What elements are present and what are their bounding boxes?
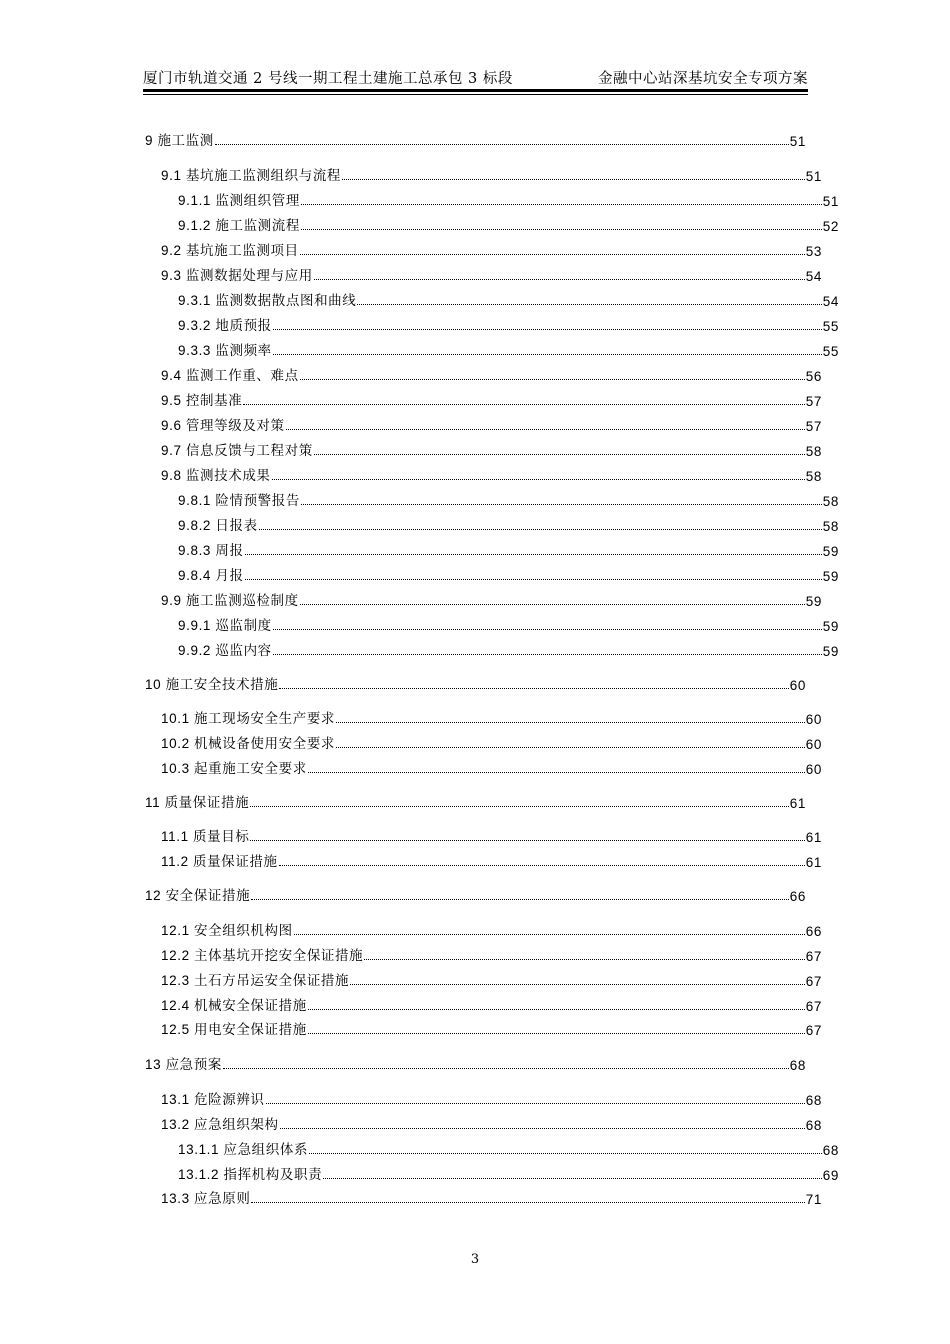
toc-entry-title: 9.5 控制基准 — [161, 393, 243, 408]
toc-entry[interactable] — [145, 414, 822, 434]
toc-entry[interactable] — [145, 389, 822, 409]
toc-leader-dots — [300, 604, 805, 605]
toc-entry-title: 9.8.2 日报表 — [178, 518, 258, 533]
toc-leader-dots — [286, 429, 805, 430]
toc-entry-title: 9.3.1 监测数据散点图和曲线 — [178, 293, 357, 308]
toc-entry-page: 68 — [822, 1143, 839, 1158]
toc-entry-page: 57 — [805, 394, 822, 409]
toc-leader-dots — [308, 772, 805, 773]
toc-entry[interactable] — [145, 1113, 822, 1133]
toc-entry-title: 9.7 信息反馈与工程对策 — [161, 443, 313, 458]
toc-entry[interactable] — [145, 314, 839, 334]
toc-entry[interactable] — [145, 1053, 806, 1073]
toc-entry-page: 66 — [805, 924, 822, 939]
toc-entry-title: 11 质量保证措施 — [145, 795, 250, 810]
toc-entry-title: 12.3 土石方吊运安全保证措施 — [161, 973, 350, 988]
toc-entry[interactable] — [145, 884, 806, 904]
toc-leader-dots — [273, 354, 822, 355]
header-project-title: 厦门市轨道交通 2 号线一期工程土建施工总承包 3 标段 — [143, 71, 513, 87]
toc-entry-page: 60 — [805, 762, 822, 777]
page-header — [143, 64, 808, 88]
toc-entry-page: 59 — [822, 619, 839, 634]
toc-leader-dots — [243, 404, 804, 405]
toc-leader-dots — [300, 379, 805, 380]
toc-entry-page: 53 — [805, 244, 822, 259]
toc-entry-page: 58 — [805, 444, 822, 459]
toc-entry[interactable] — [145, 339, 839, 359]
toc-leader-dots — [223, 1068, 789, 1069]
toc-leader-dots — [323, 1178, 822, 1179]
toc-leader-dots — [336, 722, 805, 723]
toc-entry-title: 13.1.1 应急组织体系 — [178, 1142, 309, 1157]
toc-entry-page: 66 — [789, 889, 806, 904]
header-rule-thick — [143, 89, 808, 92]
toc-entry[interactable] — [145, 289, 839, 309]
toc-entry-title: 13 应急预案 — [145, 1057, 222, 1072]
toc-entry[interactable] — [145, 994, 822, 1014]
toc-entry-page: 60 — [789, 678, 806, 693]
toc-entry[interactable] — [145, 539, 839, 559]
toc-leader-dots — [250, 806, 789, 807]
toc-entry-title: 9.4 监测工作重、难点 — [161, 368, 299, 383]
toc-leader-dots — [308, 1009, 805, 1010]
toc-entry[interactable] — [145, 707, 822, 727]
toc-leader-dots — [251, 1202, 804, 1203]
toc-leader-dots — [301, 504, 822, 505]
toc-leader-dots — [364, 959, 805, 960]
toc-entry-page: 68 — [805, 1093, 822, 1108]
toc-entry[interactable] — [145, 757, 822, 777]
toc-entry[interactable] — [145, 1163, 839, 1183]
toc-entry-title: 9.1.1 监测组织管理 — [178, 193, 300, 208]
toc-entry-title: 13.3 应急原则 — [161, 1191, 251, 1206]
toc-entry-page: 58 — [805, 469, 822, 484]
toc-leader-dots — [250, 840, 804, 841]
toc-entry[interactable] — [145, 489, 839, 509]
toc-leader-dots — [314, 454, 805, 455]
toc-leader-dots — [308, 1033, 805, 1034]
toc-entry-page: 68 — [789, 1058, 806, 1073]
toc-leader-dots — [314, 279, 805, 280]
toc-entry-page: 52 — [822, 219, 839, 234]
toc-entry-title: 9.9.2 巡监内容 — [178, 643, 272, 658]
toc-entry-title: 10.3 起重施工安全要求 — [161, 761, 307, 776]
toc-entry-title: 10.2 机械设备使用安全要求 — [161, 736, 336, 751]
toc-entry-title: 9.3.3 监测频率 — [178, 343, 272, 358]
toc-leader-dots — [273, 629, 822, 630]
toc-entry-page: 67 — [805, 1023, 822, 1038]
toc-entry[interactable] — [145, 589, 822, 609]
toc-entry[interactable] — [145, 1187, 822, 1207]
toc-entry[interactable] — [145, 919, 822, 939]
toc-leader-dots — [266, 1103, 805, 1104]
toc-entry[interactable] — [145, 1018, 822, 1038]
toc-entry-page: 71 — [805, 1192, 822, 1207]
toc-entry-title: 9.6 管理等级及对策 — [161, 418, 285, 433]
toc-entry-title: 12.2 主体基坑开挖安全保证措施 — [161, 948, 364, 963]
toc-leader-dots — [279, 688, 788, 689]
toc-leader-dots — [215, 144, 789, 145]
toc-entry[interactable] — [145, 464, 822, 484]
toc-entry-page: 69 — [822, 1168, 839, 1183]
toc-entry-page: 59 — [822, 644, 839, 659]
toc-leader-dots — [272, 479, 805, 480]
toc-entry-page: 54 — [822, 294, 839, 309]
toc-leader-dots — [357, 304, 821, 305]
toc-entry-title: 9.1.2 施工监测流程 — [178, 218, 300, 233]
toc-entry[interactable] — [145, 214, 839, 234]
toc-entry-title: 10 施工安全技术措施 — [145, 677, 279, 692]
toc-entry[interactable] — [145, 614, 839, 634]
toc-entry-title: 9.8.3 周报 — [178, 543, 244, 558]
toc-leader-dots — [300, 254, 805, 255]
toc-leader-dots — [350, 984, 805, 985]
toc-entry-page: 55 — [822, 319, 839, 334]
toc-entry[interactable] — [145, 825, 822, 845]
toc-entry-page: 56 — [805, 369, 822, 384]
toc-leader-dots — [309, 1153, 822, 1154]
toc-entry-title: 9.3.2 地质预报 — [178, 318, 272, 333]
header-rule-thin — [143, 94, 808, 95]
toc-entry-page: 51 — [789, 134, 806, 149]
toc-entry[interactable] — [145, 1088, 822, 1108]
toc-entry-page: 67 — [805, 974, 822, 989]
toc-entry-page: 61 — [805, 855, 822, 870]
toc-entry[interactable] — [145, 514, 839, 534]
toc-entry[interactable] — [145, 969, 822, 989]
toc-entry-page: 60 — [805, 737, 822, 752]
toc-entry[interactable] — [145, 564, 839, 584]
toc-entry-title: 9.9.1 巡监制度 — [178, 618, 272, 633]
toc-entry-page: 60 — [805, 712, 822, 727]
toc-entry-title: 12.1 安全组织机构图 — [161, 923, 293, 938]
toc-entry-page: 67 — [805, 949, 822, 964]
toc-entry-page: 51 — [805, 169, 822, 184]
toc-entry-title: 9.2 基坑施工监测项目 — [161, 243, 299, 258]
toc-leader-dots — [273, 329, 822, 330]
toc-entry-page: 59 — [805, 594, 822, 609]
toc-entry[interactable] — [145, 164, 822, 184]
toc-entry[interactable] — [145, 239, 822, 259]
toc-entry-page: 68 — [805, 1118, 822, 1133]
toc-entry-title: 13.1 危险源辨识 — [161, 1092, 265, 1107]
toc-entry-title: 13.2 应急组织架构 — [161, 1117, 279, 1132]
toc-entry-title: 9.8.1 险情预警报告 — [178, 493, 300, 508]
toc-entry-title: 11.1 质量目标 — [161, 829, 250, 844]
toc-leader-dots — [301, 204, 822, 205]
toc-entry[interactable] — [145, 673, 806, 693]
toc-entry-title: 9 施工监测 — [145, 133, 214, 148]
toc-entry-title: 9.8.4 月报 — [178, 568, 244, 583]
toc-entry-title: 12.5 用电安全保证措施 — [161, 1022, 307, 1037]
toc-entry[interactable] — [145, 850, 822, 870]
toc-entry-title: 11.2 质量保证措施 — [161, 854, 278, 869]
toc-entry-title: 10.1 施工现场安全生产要求 — [161, 711, 336, 726]
toc-entry-page: 51 — [822, 194, 839, 209]
toc-entry[interactable] — [145, 732, 822, 752]
toc-entry-page: 67 — [805, 999, 822, 1014]
toc-entry-page: 58 — [822, 519, 839, 534]
toc-entry-title: 9.9 施工监测巡检制度 — [161, 593, 299, 608]
toc-entry-page: 61 — [789, 796, 806, 811]
toc-entry-page: 58 — [822, 494, 839, 509]
toc-leader-dots — [294, 934, 805, 935]
toc-entry[interactable] — [145, 364, 822, 384]
toc-leader-dots — [279, 865, 805, 866]
header-document-title: 金融中心站深基坑安全专项方案 — [598, 71, 808, 87]
toc-leader-dots — [245, 554, 822, 555]
toc-entry[interactable] — [145, 129, 806, 149]
toc-leader-dots — [251, 899, 789, 900]
toc-entry-title: 9.1 基坑施工监测组织与流程 — [161, 168, 342, 183]
page-number: 3 — [470, 1252, 480, 1267]
toc-entry-title: 12 安全保证措施 — [145, 888, 251, 903]
toc-entry-title: 13.1.2 指挥机构及职责 — [178, 1167, 323, 1182]
toc-leader-dots — [259, 529, 822, 530]
toc-entry-page: 54 — [805, 269, 822, 284]
toc-leader-dots — [301, 229, 822, 230]
toc-leader-dots — [280, 1128, 805, 1129]
toc-leader-dots — [336, 747, 805, 748]
toc-entry[interactable] — [145, 1138, 839, 1158]
toc-entry-page: 55 — [822, 344, 839, 359]
toc-entry[interactable] — [145, 639, 839, 659]
toc-entry-page: 57 — [805, 419, 822, 434]
toc-leader-dots — [245, 579, 822, 580]
toc-entry[interactable] — [145, 264, 822, 284]
toc-leader-dots — [342, 179, 805, 180]
toc-entry-title: 12.4 机械安全保证措施 — [161, 998, 307, 1013]
toc-entry[interactable] — [145, 189, 839, 209]
toc-entry[interactable] — [145, 944, 822, 964]
toc-entry-title: 9.3 监测数据处理与应用 — [161, 268, 313, 283]
toc-entry-page: 59 — [822, 544, 839, 559]
toc-entry-page: 61 — [805, 830, 822, 845]
toc-entry[interactable] — [145, 439, 822, 459]
toc-entry-page: 59 — [822, 569, 839, 584]
toc-leader-dots — [273, 654, 822, 655]
toc-entry-title: 9.8 监测技术成果 — [161, 468, 271, 483]
toc-entry[interactable] — [145, 791, 806, 811]
